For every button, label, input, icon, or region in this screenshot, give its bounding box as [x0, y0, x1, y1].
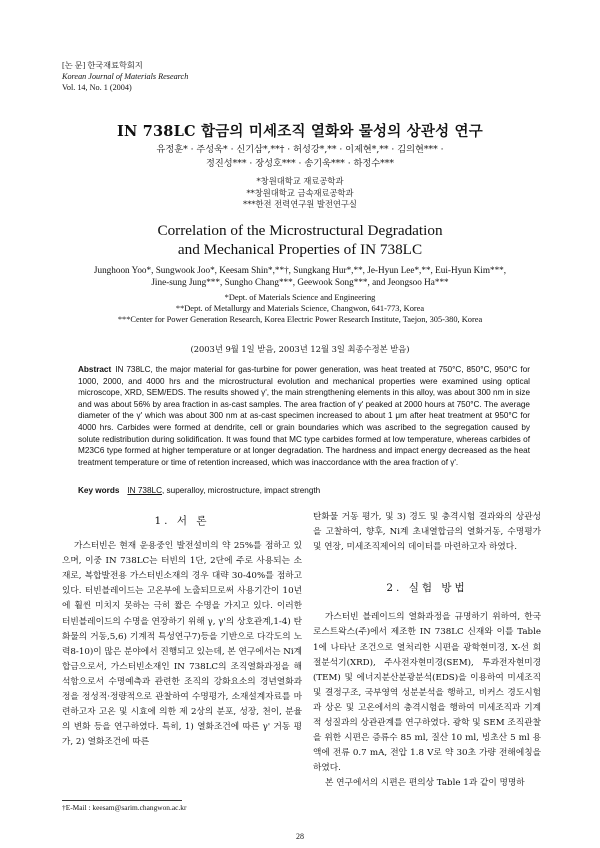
- affiliation-ko-1: *창원대학교 재료공학과: [256, 176, 344, 186]
- left-column: [62, 510, 302, 750]
- abstract: [78, 364, 530, 468]
- authors-english-line-1: Junghoon Yoo*, Sungwook Joo*, Keesam Shin*,**†, Sungkang Hur*,**, Je-Hyun Lee*,**, Eui-Hyun Kim***,: [93, 265, 507, 275]
- title-english-line-2: and Mechanical Properties of IN 738LC: [177, 241, 423, 258]
- journal-line-2: Korean Journal of Materials Research: [62, 72, 189, 81]
- abstract-label: Abstract: [78, 365, 112, 374]
- affiliation-en-1: *Dept. of Materials Science and Engineering: [224, 293, 376, 302]
- title-english: [40, 221, 560, 259]
- authors-english-line-2: Jine-sung Jung***, Sungho Chang***, Geewook Song***, and Jeongsoo Ha***: [151, 277, 449, 287]
- authors-english: [40, 264, 560, 288]
- keywords-label: Key words: [78, 486, 120, 495]
- affiliation-en-2: **Dept. of Metallurgy and Materials Science, Changwon, 641-773, Korea: [175, 304, 425, 313]
- authors-korean-line-2: 정진성*** · 장성호*** · 송기욱*** · 하정수***: [206, 158, 394, 169]
- journal-header: [62, 60, 188, 93]
- section-2-title: 2. 실험 방법: [386, 582, 468, 595]
- keyword-link[interactable]: IN 738LC: [127, 486, 162, 495]
- section-1-continuation: 탄화물 거동 평가, 및 3) 경도 및 충격시험 결과와의 상관성을 고찰하여, 향후, Ni계 초내열합금의 열화거동, 수명평가 및 연장, 미세조직제어의 데이터를 마련하고자 하였다.: [313, 512, 541, 553]
- journal-line-3: Vol. 14, No. 1 (2004): [62, 83, 132, 92]
- authors-korean-line-1: 유정훈* · 주성욱* · 신기삼*,**† · 허성강*,** · 이제현*,** · 김의현*** ·: [156, 144, 444, 155]
- affiliation-ko-3: ***한전 전력연구원 발전연구실: [243, 199, 357, 209]
- right-column: [313, 510, 541, 792]
- section-1-title: 1. 서 론: [154, 515, 210, 527]
- keywords-rest: , superalloy, microstructure, impact strength: [162, 486, 321, 495]
- journal-line-1: [논 문] 한국재료학회지: [62, 61, 143, 70]
- page-number: 28: [296, 832, 304, 841]
- section-2-paragraph-1: 가스터빈 블레이드의 열화과정을 규명하기 위하여, 한국 로스트왁스(주)에서 제조한 IN 738LC 신재와 이를 Table 1에 나타난 조건으로 열처리한 시편을 광학현미경, X-선 회절분석기(XRD), 주사전자현미경(SEM), 투과전자현미경(TEM) 및 에너지분산분광분석(EDS)을 이용하여 미세조직 및 결정구조, 국부영역 성분분석을 행하고, 비커스 경도시험과 상온 및 고온에서의 충격시험을 행하여 미세조직과 기계적 성질과의 상관관계를 연구하였다. 광학 및 SEM 조직관찰을 위한 시편은 증류수 85 ml, 질산 10 ml, 빙초산 5 ml 용액에 전류 0.7 mA, 전압 1.8 V로 약 30초 가량 전해에칭을 하였다.: [313, 612, 541, 774]
- authors-korean: [40, 143, 560, 171]
- title-korean: IN 738LC 합금의 미세조직 열화와 물성의 상관성 연구: [117, 123, 483, 140]
- affiliation-en-3: ***Center for Power Generation Research, Korea Electric Power Research Institute, Taejon, 305-380, Korea: [117, 315, 483, 324]
- received-dates: (2003년 9월 1일 받음, 2003년 12월 3일 최종수정본 받음): [190, 344, 410, 354]
- affiliations-english: [40, 292, 560, 325]
- title-english-line-1: Correlation of the Microstructural Degradation: [157, 222, 443, 239]
- keywords: [78, 486, 530, 495]
- affiliations-korean: [40, 176, 560, 211]
- footnote-email: †E-Mail : keesam@sarim.changwon.ac.kr: [62, 803, 187, 812]
- footnote-divider: [62, 800, 182, 801]
- abstract-text: IN 738LC, the major material for gas-turbine for power generation, was heat treated at 750°C, 850°C, 950°C for 1000, 2000, and 4000 hrs and the microstructural evolution and mechanical properties were examined using optical microscope, XRD, SEM/EDS. The results showed γ', the main strengthening elements in this alloy, was about 300 nm in size and was about 56% by area fraction in as-cast samples. The area fraction of γ' peaked at 2000 hours at 750°C. The average diameter of the γ' which was about 300 nm at as-cast specimen increased to about 1 μm after heat treatment at 950°C for 4000 hrs. Carbides were formed at dendrite, cell or grain boundaries which was ascribed to the segregation caused by solute redistribution during solidification. It was found that MC type carbides formed at low temperature, whereas carbides of M23C6 type formed at higher temperature or at longer degradation. The hardness and impact energy decreased as the heat treatment temperature or time of retention increased, which was inaccordance with the area fraction of γ'.: [78, 365, 530, 467]
- section-2-paragraph-2: 본 연구에서의 시편은 편의상 Table 1과 같이 명명하: [325, 778, 525, 789]
- section-1-paragraph: 가스터빈은 현재 운용중인 발전설비의 약 25%를 점하고 있으며, 이중 IN 738LC는 터빈의 1단, 2단에 주로 사용되는 소재로, 복합발전용 가스터빈소재의 경우 대략 30-40%를 점하고 있다. 터빈블레이드는 고온부에 노출되므로써 사용기간이 10년에 훨씬 미치지 못하는 극히 짧은 수명을 가지고 있다. 이러한 터빈블레이드의 수명을 연장하기 위해 γ, γ'의 상호관계,1-4) 탄화물의 거동,5,6) 기계적 특성연구7)등을 기반으로 다각도의 노력8-10)이 많은 분야에서 진행되고 있는데, 본 연구에서는 Ni계 합금으로서, 가스터빈소재인 IN 738LC의 조직열화과정을 해석함으로서 수명예측과 관련한 조직의 강화요소의 경년열화과정을 정성적·정량적으로 관찰하여 수명평가, 소재설계자료를 마련하고자 고온 및 시효에 의한 제 2상의 분포, 성장, 천이, 분율의 변화 등을 연구하였다. 특히, 1) 열화조건에 따른 γ' 거동 평가, 2) 열화조건에 따른: [62, 541, 303, 748]
- affiliation-ko-2: **창원대학교 금속재료공학과: [246, 187, 354, 198]
